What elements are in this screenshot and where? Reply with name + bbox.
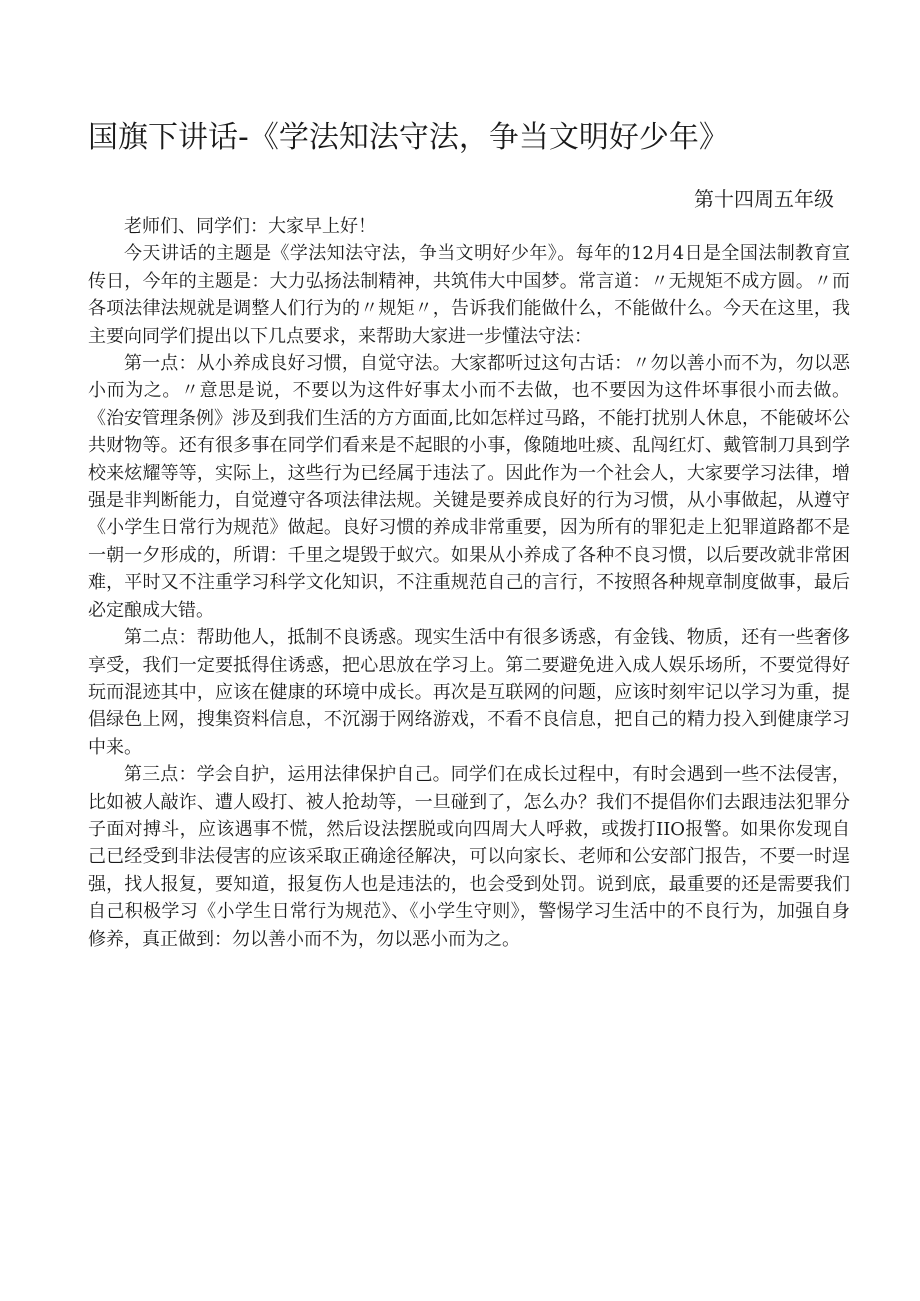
paragraph-point-three: 第三点：学会自护，运用法律保护自己。同学们在成长过程中，有时会遇到一些不法侵害，比如被人敲诈、遭人殴打、被人抢劫等，一旦碰到了，怎么办？我们不提倡你们去跟违法犯罪分子面对搏斗，应该遇事不慌，然后设法摆脱或向四周大人呼救，或拨打IIO报警。如果你发现自己已经受到非法侵害的应该采取正确途径解决，可以向家长、老师和公安部门报告，不要一时逞强，找人报复，要知道，报复伤人也是违法的，也会受到处罚。说到底，最重要的还是需要我们自己积极学习《小学生日常行为规范》、《小学生守则》，警惕学习生活中的不良行为，加强自身修养，真正做到：勿以善小而不为，勿以恶小而为之。 [88,764,850,950]
speech-body [88,213,850,953]
paragraph-intro: 今天讲话的主题是《学法知法守法，争当文明好少年》。每年的12月4日是全国法制教育宣传日，今年的主题是：大力弘扬法制精神，共筑伟大中国梦。常言道：〃无规矩不成方圆。〃而各项法律法规就是调整人们行为的〃规矩〃，告诉我们能做什么，不能做什么。今天在这里，我主要向同学们提出以下几点要求，来帮助大家进一步懂法守法： [88,243,850,347]
paragraph-greeting: 老师们、同学们：大家早上好！ [124,216,376,237]
document-title: 国旗下讲话-《学法知法守法，争当文明好少年》 [88,120,729,155]
paragraph-point-two: 第二点：帮助他人，抵制不良诱惑。现实生活中有很多诱惑，有金钱、物质，还有一些奢侈享受，我们一定要抵得住诱惑，把心思放在学习上。第二要避免进入成人娱乐场所，不要觉得好玩而混迹其中，应该在健康的环境中成长。再次是互联网的问题，应该时刻牢记以学习为重，提倡绿色上网，搜集资料信息，不沉溺于网络游戏，不看不良信息，把自己的精力投入到健康学习中来。 [88,627,850,758]
document-byline: 第十四周五年级 [694,187,834,211]
paragraph-point-one: 第一点：从小养成良好习惯，自觉守法。大家都听过这句古话：〃勿以善小而不为，勿以恶小而为之。〃意思是说，不要以为这件好事太小而不去做，也不要因为这件坏事很小而去做。《治安管理条例》涉及到我们生活的方方面面,比如怎样过马路，不能打扰别人休息，不能破坏公共财物等。还有很多事在同学们看来是不起眼的小事，像随地吐痰、乱闯红灯、戴管制刀具到学校来炫耀等等，实际上，这些行为已经属于违法了。因此作为一个社会人，大家要学习法律，增强是非判断能力，自觉遵守各项法律法规。关键是要养成良好的行为习惯，从小事做起，从遵守《小学生日常行为规范》做起。良好习惯的养成非常重要，因为所有的罪犯走上犯罪道路都不是一朝一夕形成的，所谓：千里之堤毁于蚁穴。如果从小养成了各种不良习惯，以后要改就非常困难，平时又不注重学习科学文化知识，不注重规范自己的言行，不按照各种规章制度做事，最后必定酿成大错。 [88,353,850,621]
